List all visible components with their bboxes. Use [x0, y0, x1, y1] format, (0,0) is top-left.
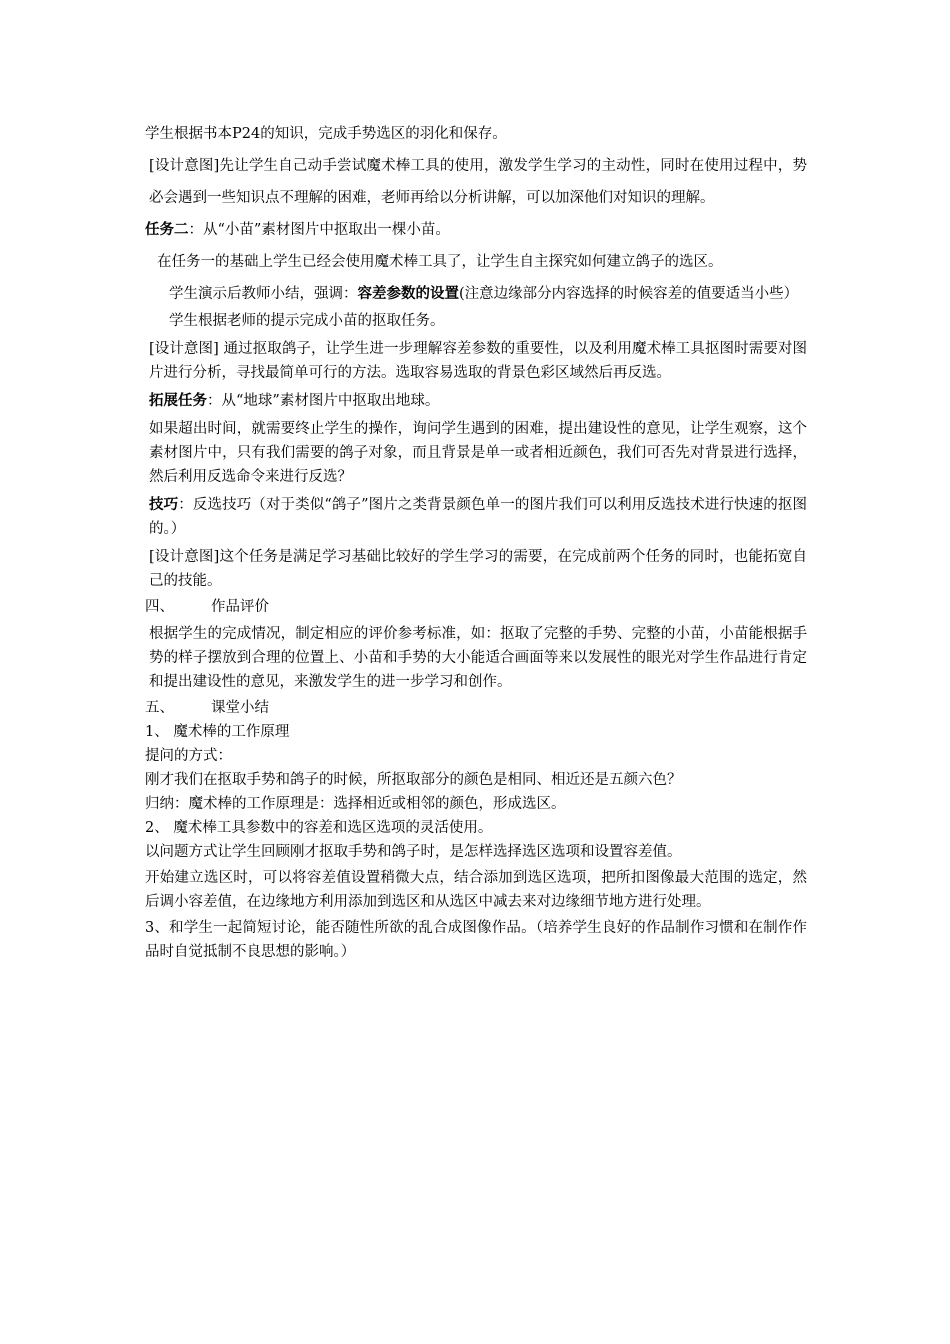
paragraph: 学生根据书本P24的知识，完成手势选区的羽化和保存。: [145, 126, 507, 142]
tip-paragraph: [145, 493, 807, 541]
section-title: 作品评价: [211, 599, 269, 615]
section-heading: [145, 696, 807, 720]
paragraph: 如果超出时间，就需要终止学生的操作，询问学生遇到的困难，提出建设性的意见，让学生观察，这个素材图片中，只有我们需要的鸽子对象，而且背景是单一或者相近颜色，我们可否先对背景进行选择，然后利用反选命令来进行反选？: [149, 421, 807, 485]
task-two-label: 任务二: [145, 222, 189, 238]
summary-emphasis: 容差参数的设置: [357, 286, 459, 302]
extension-task-label: 拓展任务: [149, 393, 207, 409]
section-heading: [145, 595, 807, 619]
list-item: 2、 魔术棒工具参数中的容差和选区选项的灵活使用。: [145, 820, 493, 836]
summary-suffix: (注意边缘部分内容选择的时候容差的值要适当小些）: [459, 286, 799, 302]
paragraph: 在任务一的基础上学生已经会使用魔术棒工具了，让学生自主探究如何建立鸽子的选区。: [157, 254, 723, 270]
document-page: [145, 118, 807, 964]
task-two-text: ：从“小苗”素材图片中抠取出一棵小苗。: [188, 222, 450, 238]
paragraph: 根据学生的完成情况，制定相应的评价参考标准，如：抠取了完整的手势、完整的小苗，小苗能根据手势的样子摆放到合理的位置上、小苗和手势的大小能适合画面等来以发展性的眼光对学生作品进行肯定和提出建设性的意见，来激发学生的进一步学习和创作。: [149, 626, 807, 690]
design-intent-paragraph: [设计意图]这个任务是满足学习基础比较好的学生学习的需要，在完成前两个任务的同时，也能拓宽自己的技能。: [149, 549, 807, 589]
tip-label: 技巧: [149, 497, 179, 513]
extension-task-line: [145, 389, 807, 413]
tip-text: ：反选技巧（对于类似“鸽子”图片之类背景颜色单一的图片我们可以利用反选技术进行快速的抠图的。）: [149, 497, 807, 537]
summary-prefix: 学生演示后教师小结，强调：: [169, 286, 358, 302]
section-title: 课堂小结: [211, 700, 269, 716]
paragraph: 开始建立选区时，可以将容差值设置稍微大点，结合添加到选区选项，把所扣图像最大范围的选定，然后调小容差值，在边缘地方利用添加到选区和从选区中减去来对边缘细节地方进行处理。: [145, 870, 807, 910]
paragraph: 刚才我们在抠取手势和鸽子的时候，所抠取部分的颜色是相同、相近还是五颜六色？: [145, 772, 682, 788]
paragraph: 提问的方式：: [145, 748, 232, 764]
task-two-line: [145, 214, 807, 246]
list-item: 1、 魔术棒的工作原理: [145, 724, 290, 740]
paragraph: 以问题方式让学生回顾刚才抠取手势和鸽子时，是怎样选择选区选项和设置容差值。: [145, 844, 682, 860]
paragraph: 归纳：魔术棒的工作原理是：选择相近或相邻的颜色，形成选区。: [145, 796, 566, 812]
section-number: 五、: [145, 700, 174, 716]
design-intent-paragraph: [设计意图] 通过抠取鸽子，让学生进一步理解容差参数的重要性，以及利用魔术棒工具抠图时需要对图片进行分析，寻找最简单可行的方法。选取容易选取的背景色彩区域然后再反选。: [149, 341, 807, 381]
design-intent-paragraph: [设计意图]先让学生自己动手尝试魔术棒工具的使用，激发学生学习的主动性，同时在使用过程中，势必会遇到一些知识点不理解的困难，老师再给以分析讲解，可以加深他们对知识的理解。: [149, 158, 807, 206]
paragraph: 学生根据老师的提示完成小苗的抠取任务。: [169, 313, 445, 329]
teacher-summary-paragraph: [145, 282, 807, 306]
extension-task-text: ：从“地球”素材图片中抠取出地球。: [207, 393, 440, 409]
list-item: 3、和学生一起简短讨论，能否随性所欲的乱合成图像作品。（培养学生良好的作品制作习惯和在制作作品时自觉抵制不良思想的影响。）: [145, 920, 807, 960]
section-number: 四、: [145, 599, 174, 615]
